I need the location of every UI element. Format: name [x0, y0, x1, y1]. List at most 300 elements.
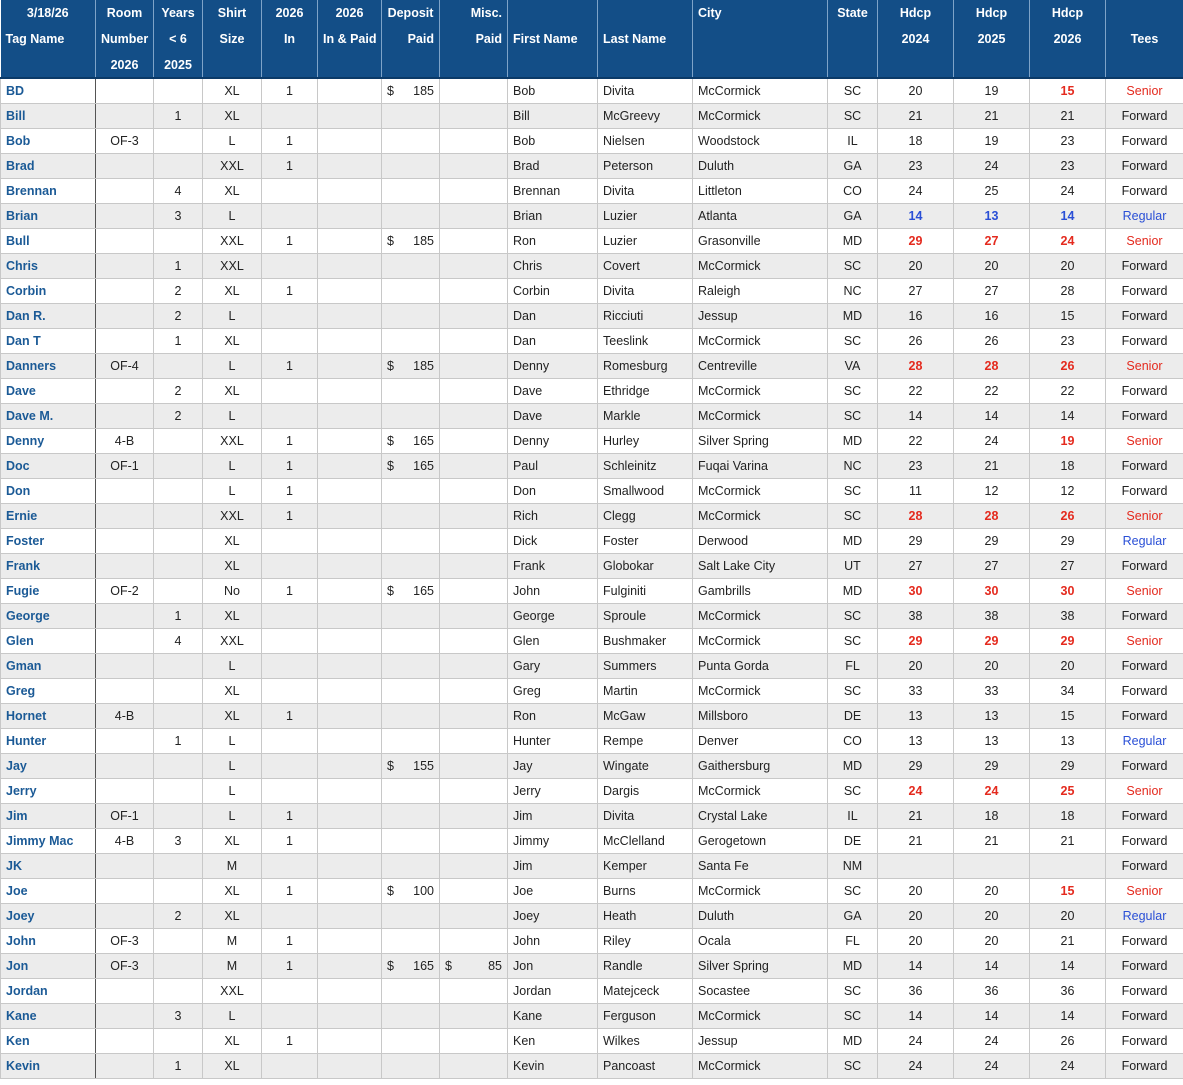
tees-cell: Forward — [1106, 854, 1183, 879]
state-cell: SC — [828, 1004, 878, 1029]
state-cell: NC — [828, 279, 878, 304]
in-2026-cell — [262, 179, 318, 204]
column-header — [262, 52, 318, 78]
table-row — [1, 879, 1183, 904]
deposit-paid-cell — [382, 729, 440, 754]
in-paid-cell — [318, 929, 382, 954]
column-header: 2026 — [318, 0, 382, 26]
column-header — [693, 52, 828, 78]
state-cell: SC — [828, 504, 878, 529]
tees-cell: Forward — [1106, 679, 1183, 704]
table-row — [1, 78, 1183, 104]
table-row — [1, 504, 1183, 529]
last-name-cell: Martin — [598, 679, 693, 704]
state-cell: GA — [828, 904, 878, 929]
in-paid-cell — [318, 729, 382, 754]
misc-paid-cell — [440, 304, 508, 329]
hdcp-2025-cell: 21 — [954, 454, 1030, 479]
room-number-cell — [96, 679, 154, 704]
last-name-cell: Riley — [598, 929, 693, 954]
hdcp-2026-cell: 26 — [1030, 354, 1106, 379]
in-paid-cell — [318, 529, 382, 554]
shirt-size-cell: XXL — [203, 254, 262, 279]
hdcp-2025-cell: 24 — [954, 1029, 1030, 1054]
state-cell: SC — [828, 879, 878, 904]
first-name-cell: Kane — [508, 1004, 598, 1029]
tees-cell: Senior — [1106, 78, 1183, 104]
tees-cell: Forward — [1106, 254, 1183, 279]
first-name-cell: Ron — [508, 704, 598, 729]
hdcp-2024-cell: 20 — [878, 654, 954, 679]
in-2026-cell — [262, 254, 318, 279]
hdcp-2025-cell: 14 — [954, 404, 1030, 429]
column-header: Misc. — [440, 0, 508, 26]
state-cell: SC — [828, 479, 878, 504]
last-name-cell: Foster — [598, 529, 693, 554]
years-cell: 2 — [154, 904, 203, 929]
in-2026-cell — [262, 554, 318, 579]
dollar-sign: $ — [387, 759, 394, 773]
tag-name-cell: Doc — [1, 454, 96, 479]
dollar-sign: $ — [387, 359, 394, 373]
table-row — [1, 154, 1183, 179]
table-row — [1, 429, 1183, 454]
tees-cell: Forward — [1106, 104, 1183, 129]
shirt-size-cell: L — [203, 779, 262, 804]
misc-paid-cell — [440, 404, 508, 429]
column-header: Hdcp — [878, 0, 954, 26]
hdcp-2026-cell: 24 — [1030, 179, 1106, 204]
table-row — [1, 704, 1183, 729]
first-name-cell: Glen — [508, 629, 598, 654]
shirt-size-cell: L — [203, 404, 262, 429]
in-paid-cell — [318, 579, 382, 604]
hdcp-2024-cell: 14 — [878, 954, 954, 979]
shirt-size-cell: XL — [203, 1029, 262, 1054]
city-cell: Duluth — [693, 154, 828, 179]
first-name-cell: Kevin — [508, 1054, 598, 1079]
first-name-cell: Rich — [508, 504, 598, 529]
last-name-cell: Smallwood — [598, 479, 693, 504]
table-row — [1, 804, 1183, 829]
in-paid-cell — [318, 479, 382, 504]
tag-name-cell: Bill — [1, 104, 96, 129]
hdcp-2025-cell: 24 — [954, 154, 1030, 179]
state-cell: SC — [828, 629, 878, 654]
room-number-cell — [96, 329, 154, 354]
city-cell: McCormick — [693, 604, 828, 629]
column-header: Tees — [1106, 26, 1183, 52]
city-cell: McCormick — [693, 779, 828, 804]
dollar-sign: $ — [387, 584, 394, 598]
years-cell: 2 — [154, 379, 203, 404]
room-number-cell — [96, 604, 154, 629]
years-cell: 2 — [154, 304, 203, 329]
in-paid-cell — [318, 704, 382, 729]
table-row — [1, 129, 1183, 154]
column-header — [203, 52, 262, 78]
dollar-sign: $ — [387, 459, 394, 473]
misc-paid-cell — [440, 779, 508, 804]
room-number-cell — [96, 629, 154, 654]
room-number-cell — [96, 1029, 154, 1054]
last-name-cell: Globokar — [598, 554, 693, 579]
hdcp-2026-cell: 15 — [1030, 879, 1106, 904]
first-name-cell: Gary — [508, 654, 598, 679]
misc-paid-cell — [440, 1029, 508, 1054]
years-cell: 4 — [154, 179, 203, 204]
tees-cell: Senior — [1106, 229, 1183, 254]
shirt-size-cell: L — [203, 729, 262, 754]
city-cell: Gerogetown — [693, 829, 828, 854]
city-cell: Jessup — [693, 1029, 828, 1054]
tag-name-cell: John — [1, 929, 96, 954]
hdcp-2025-cell: 12 — [954, 479, 1030, 504]
tag-name-cell: Danners — [1, 354, 96, 379]
tag-name-cell: Brad — [1, 154, 96, 179]
table-header — [1, 0, 1183, 78]
shirt-size-cell: XXL — [203, 229, 262, 254]
last-name-cell: Divita — [598, 804, 693, 829]
misc-paid-cell — [440, 754, 508, 779]
room-number-cell — [96, 78, 154, 104]
shirt-size-cell: XL — [203, 279, 262, 304]
shirt-size-cell: L — [203, 354, 262, 379]
table-row — [1, 404, 1183, 429]
hdcp-2026-cell: 26 — [1030, 1029, 1106, 1054]
room-number-cell: 4-B — [96, 704, 154, 729]
misc-paid-cell — [440, 879, 508, 904]
deposit-paid-cell — [382, 929, 440, 954]
deposit-paid-cell — [382, 1029, 440, 1054]
years-cell: 1 — [154, 604, 203, 629]
years-cell: 1 — [154, 254, 203, 279]
hdcp-2024-cell: 20 — [878, 78, 954, 104]
hdcp-2026-cell: 25 — [1030, 779, 1106, 804]
tag-name-cell: Glen — [1, 629, 96, 654]
tees-cell: Forward — [1106, 154, 1183, 179]
misc-paid-cell — [440, 529, 508, 554]
hdcp-2025-cell: 21 — [954, 829, 1030, 854]
column-header: In — [262, 26, 318, 52]
last-name-cell: Ricciuti — [598, 304, 693, 329]
deposit-paid-cell — [382, 1004, 440, 1029]
tees-cell: Forward — [1106, 954, 1183, 979]
dollar-sign: $ — [387, 84, 394, 98]
hdcp-2026-cell: 28 — [1030, 279, 1106, 304]
dollar-sign: $ — [387, 434, 394, 448]
city-cell: Derwood — [693, 529, 828, 554]
column-header: First Name — [508, 26, 598, 52]
room-number-cell — [96, 104, 154, 129]
city-cell: Silver Spring — [693, 954, 828, 979]
dollar-sign: $ — [387, 959, 394, 973]
in-paid-cell — [318, 629, 382, 654]
first-name-cell: Dan — [508, 329, 598, 354]
first-name-cell: Jim — [508, 854, 598, 879]
misc-paid-cell — [440, 554, 508, 579]
misc-paid-cell — [440, 954, 508, 979]
room-number-cell — [96, 729, 154, 754]
tag-name-cell: Gman — [1, 654, 96, 679]
state-cell: MD — [828, 529, 878, 554]
deposit-paid-cell — [382, 229, 440, 254]
misc-paid-cell — [440, 679, 508, 704]
first-name-cell: Bob — [508, 78, 598, 104]
table-row — [1, 929, 1183, 954]
hdcp-2025-cell: 13 — [954, 704, 1030, 729]
city-cell: Gambrills — [693, 579, 828, 604]
hdcp-2026-cell: 29 — [1030, 529, 1106, 554]
tag-name-cell: Jimmy Mac — [1, 829, 96, 854]
hdcp-2025-cell: 14 — [954, 1004, 1030, 1029]
misc-paid-cell — [440, 154, 508, 179]
shirt-size-cell: XXL — [203, 504, 262, 529]
shirt-size-cell: XL — [203, 829, 262, 854]
hdcp-2024-cell: 24 — [878, 179, 954, 204]
room-number-cell — [96, 179, 154, 204]
hdcp-2025-cell: 22 — [954, 379, 1030, 404]
years-cell — [154, 504, 203, 529]
tag-name-cell: Dave — [1, 379, 96, 404]
hdcp-2026-cell — [1030, 854, 1106, 879]
state-cell: MD — [828, 754, 878, 779]
last-name-cell: McClelland — [598, 829, 693, 854]
first-name-cell: Jerry — [508, 779, 598, 804]
years-cell — [154, 754, 203, 779]
state-cell: SC — [828, 104, 878, 129]
hdcp-2026-cell: 24 — [1030, 1054, 1106, 1079]
shirt-size-cell: M — [203, 854, 262, 879]
room-number-cell: OF-3 — [96, 129, 154, 154]
hdcp-2024-cell: 29 — [878, 529, 954, 554]
hdcp-2026-cell: 20 — [1030, 654, 1106, 679]
room-number-cell — [96, 254, 154, 279]
tees-cell: Senior — [1106, 629, 1183, 654]
table-row — [1, 979, 1183, 1004]
hdcp-2024-cell: 28 — [878, 504, 954, 529]
tag-name-cell: Kevin — [1, 1054, 96, 1079]
deposit-paid-cell — [382, 154, 440, 179]
shirt-size-cell: XXL — [203, 979, 262, 1004]
hdcp-2026-cell: 21 — [1030, 929, 1106, 954]
city-cell: Millsboro — [693, 704, 828, 729]
tees-cell: Forward — [1106, 704, 1183, 729]
in-paid-cell — [318, 679, 382, 704]
in-paid-cell — [318, 329, 382, 354]
in-2026-cell: 1 — [262, 454, 318, 479]
hdcp-2026-cell: 14 — [1030, 204, 1106, 229]
column-header — [382, 52, 440, 78]
last-name-cell: Luzier — [598, 229, 693, 254]
state-cell: SC — [828, 379, 878, 404]
years-cell: 1 — [154, 1054, 203, 1079]
city-cell: Denver — [693, 729, 828, 754]
deposit-paid-cell — [382, 179, 440, 204]
years-cell — [154, 554, 203, 579]
state-cell: MD — [828, 429, 878, 454]
dollar-sign: $ — [387, 884, 394, 898]
table-row — [1, 954, 1183, 979]
shirt-size-cell: XL — [203, 554, 262, 579]
hdcp-2024-cell: 22 — [878, 379, 954, 404]
first-name-cell: Paul — [508, 454, 598, 479]
hdcp-2025-cell: 20 — [954, 929, 1030, 954]
misc-paid-cell — [440, 379, 508, 404]
years-cell — [154, 229, 203, 254]
room-number-cell: OF-3 — [96, 929, 154, 954]
state-cell: MD — [828, 304, 878, 329]
state-cell: SC — [828, 78, 878, 104]
last-name-cell: Wilkes — [598, 1029, 693, 1054]
table-row — [1, 279, 1183, 304]
years-cell — [154, 429, 203, 454]
hdcp-2024-cell: 24 — [878, 1029, 954, 1054]
column-header: 2025 — [154, 52, 203, 78]
in-2026-cell: 1 — [262, 804, 318, 829]
first-name-cell: Corbin — [508, 279, 598, 304]
shirt-size-cell: XL — [203, 104, 262, 129]
last-name-cell: Sproule — [598, 604, 693, 629]
room-number-cell — [96, 204, 154, 229]
amount: 155 — [413, 759, 434, 773]
in-2026-cell — [262, 904, 318, 929]
shirt-size-cell: M — [203, 929, 262, 954]
hdcp-2024-cell: 38 — [878, 604, 954, 629]
hdcp-2025-cell: 13 — [954, 729, 1030, 754]
city-cell: Punta Gorda — [693, 654, 828, 679]
tees-cell: Forward — [1106, 454, 1183, 479]
in-2026-cell: 1 — [262, 129, 318, 154]
hdcp-2024-cell: 33 — [878, 679, 954, 704]
tag-name-cell: Ernie — [1, 504, 96, 529]
hdcp-2024-cell — [878, 854, 954, 879]
misc-paid-cell — [440, 904, 508, 929]
tees-cell: Regular — [1106, 729, 1183, 754]
years-cell — [154, 654, 203, 679]
column-header: Tag Name — [1, 26, 96, 52]
misc-paid-cell — [440, 979, 508, 1004]
tees-cell: Forward — [1106, 804, 1183, 829]
last-name-cell: Wingate — [598, 754, 693, 779]
in-paid-cell — [318, 379, 382, 404]
misc-paid-cell — [440, 429, 508, 454]
deposit-paid-cell — [382, 304, 440, 329]
tees-cell: Senior — [1106, 354, 1183, 379]
city-cell: Grasonville — [693, 229, 828, 254]
tag-name-cell: Jerry — [1, 779, 96, 804]
column-header — [1106, 52, 1183, 78]
table-row — [1, 529, 1183, 554]
room-number-cell — [96, 279, 154, 304]
hdcp-2024-cell: 29 — [878, 629, 954, 654]
column-header: < 6 — [154, 26, 203, 52]
tees-cell: Forward — [1106, 1004, 1183, 1029]
room-number-cell — [96, 854, 154, 879]
tees-cell: Senior — [1106, 504, 1183, 529]
tag-name-cell: Joey — [1, 904, 96, 929]
deposit-paid-cell — [382, 279, 440, 304]
years-cell — [154, 579, 203, 604]
hdcp-2026-cell: 14 — [1030, 1004, 1106, 1029]
tees-cell: Forward — [1106, 379, 1183, 404]
hdcp-2025-cell: 14 — [954, 954, 1030, 979]
hdcp-2025-cell: 21 — [954, 104, 1030, 129]
hdcp-2025-cell: 13 — [954, 204, 1030, 229]
hdcp-2025-cell: 28 — [954, 504, 1030, 529]
room-number-cell — [96, 904, 154, 929]
hdcp-2024-cell: 23 — [878, 154, 954, 179]
deposit-paid-cell — [382, 529, 440, 554]
deposit-paid-cell — [382, 104, 440, 129]
last-name-cell: Markle — [598, 404, 693, 429]
tees-cell: Forward — [1106, 829, 1183, 854]
hdcp-2026-cell: 23 — [1030, 129, 1106, 154]
column-header: 2024 — [878, 26, 954, 52]
in-paid-cell — [318, 979, 382, 1004]
table-row — [1, 454, 1183, 479]
column-header: Paid — [382, 26, 440, 52]
last-name-cell: Fulginiti — [598, 579, 693, 604]
shirt-size-cell: L — [203, 654, 262, 679]
in-2026-cell: 1 — [262, 504, 318, 529]
tag-name-cell: Dan R. — [1, 304, 96, 329]
deposit-paid-cell — [382, 829, 440, 854]
column-header: Years — [154, 0, 203, 26]
room-number-cell: OF-1 — [96, 804, 154, 829]
hdcp-2025-cell: 24 — [954, 429, 1030, 454]
in-paid-cell — [318, 1054, 382, 1079]
first-name-cell: Jay — [508, 754, 598, 779]
last-name-cell: McGreevy — [598, 104, 693, 129]
hdcp-2024-cell: 28 — [878, 354, 954, 379]
in-2026-cell — [262, 779, 318, 804]
shirt-size-cell: XL — [203, 604, 262, 629]
last-name-cell: Summers — [598, 654, 693, 679]
in-2026-cell — [262, 979, 318, 1004]
hdcp-2025-cell: 20 — [954, 904, 1030, 929]
room-number-cell — [96, 229, 154, 254]
in-paid-cell — [318, 404, 382, 429]
in-2026-cell: 1 — [262, 354, 318, 379]
last-name-cell: Nielsen — [598, 129, 693, 154]
deposit-paid-cell — [382, 479, 440, 504]
misc-paid-cell — [440, 179, 508, 204]
state-cell: MD — [828, 579, 878, 604]
in-paid-cell — [318, 254, 382, 279]
deposit-paid-cell — [382, 779, 440, 804]
hdcp-2025-cell: 19 — [954, 78, 1030, 104]
deposit-paid-cell — [382, 879, 440, 904]
city-cell: Jessup — [693, 304, 828, 329]
state-cell: IL — [828, 129, 878, 154]
state-cell: NC — [828, 454, 878, 479]
years-cell — [154, 804, 203, 829]
years-cell: 1 — [154, 329, 203, 354]
table-row — [1, 554, 1183, 579]
first-name-cell: Jimmy — [508, 829, 598, 854]
tag-name-cell: Bull — [1, 229, 96, 254]
deposit-paid-cell — [382, 454, 440, 479]
column-header — [954, 52, 1030, 78]
last-name-cell: McGaw — [598, 704, 693, 729]
in-paid-cell — [318, 779, 382, 804]
amount: 85 — [488, 959, 502, 973]
deposit-paid-cell — [382, 254, 440, 279]
table-body — [1, 78, 1183, 1079]
city-cell: Crystal Lake — [693, 804, 828, 829]
hdcp-2025-cell: 38 — [954, 604, 1030, 629]
